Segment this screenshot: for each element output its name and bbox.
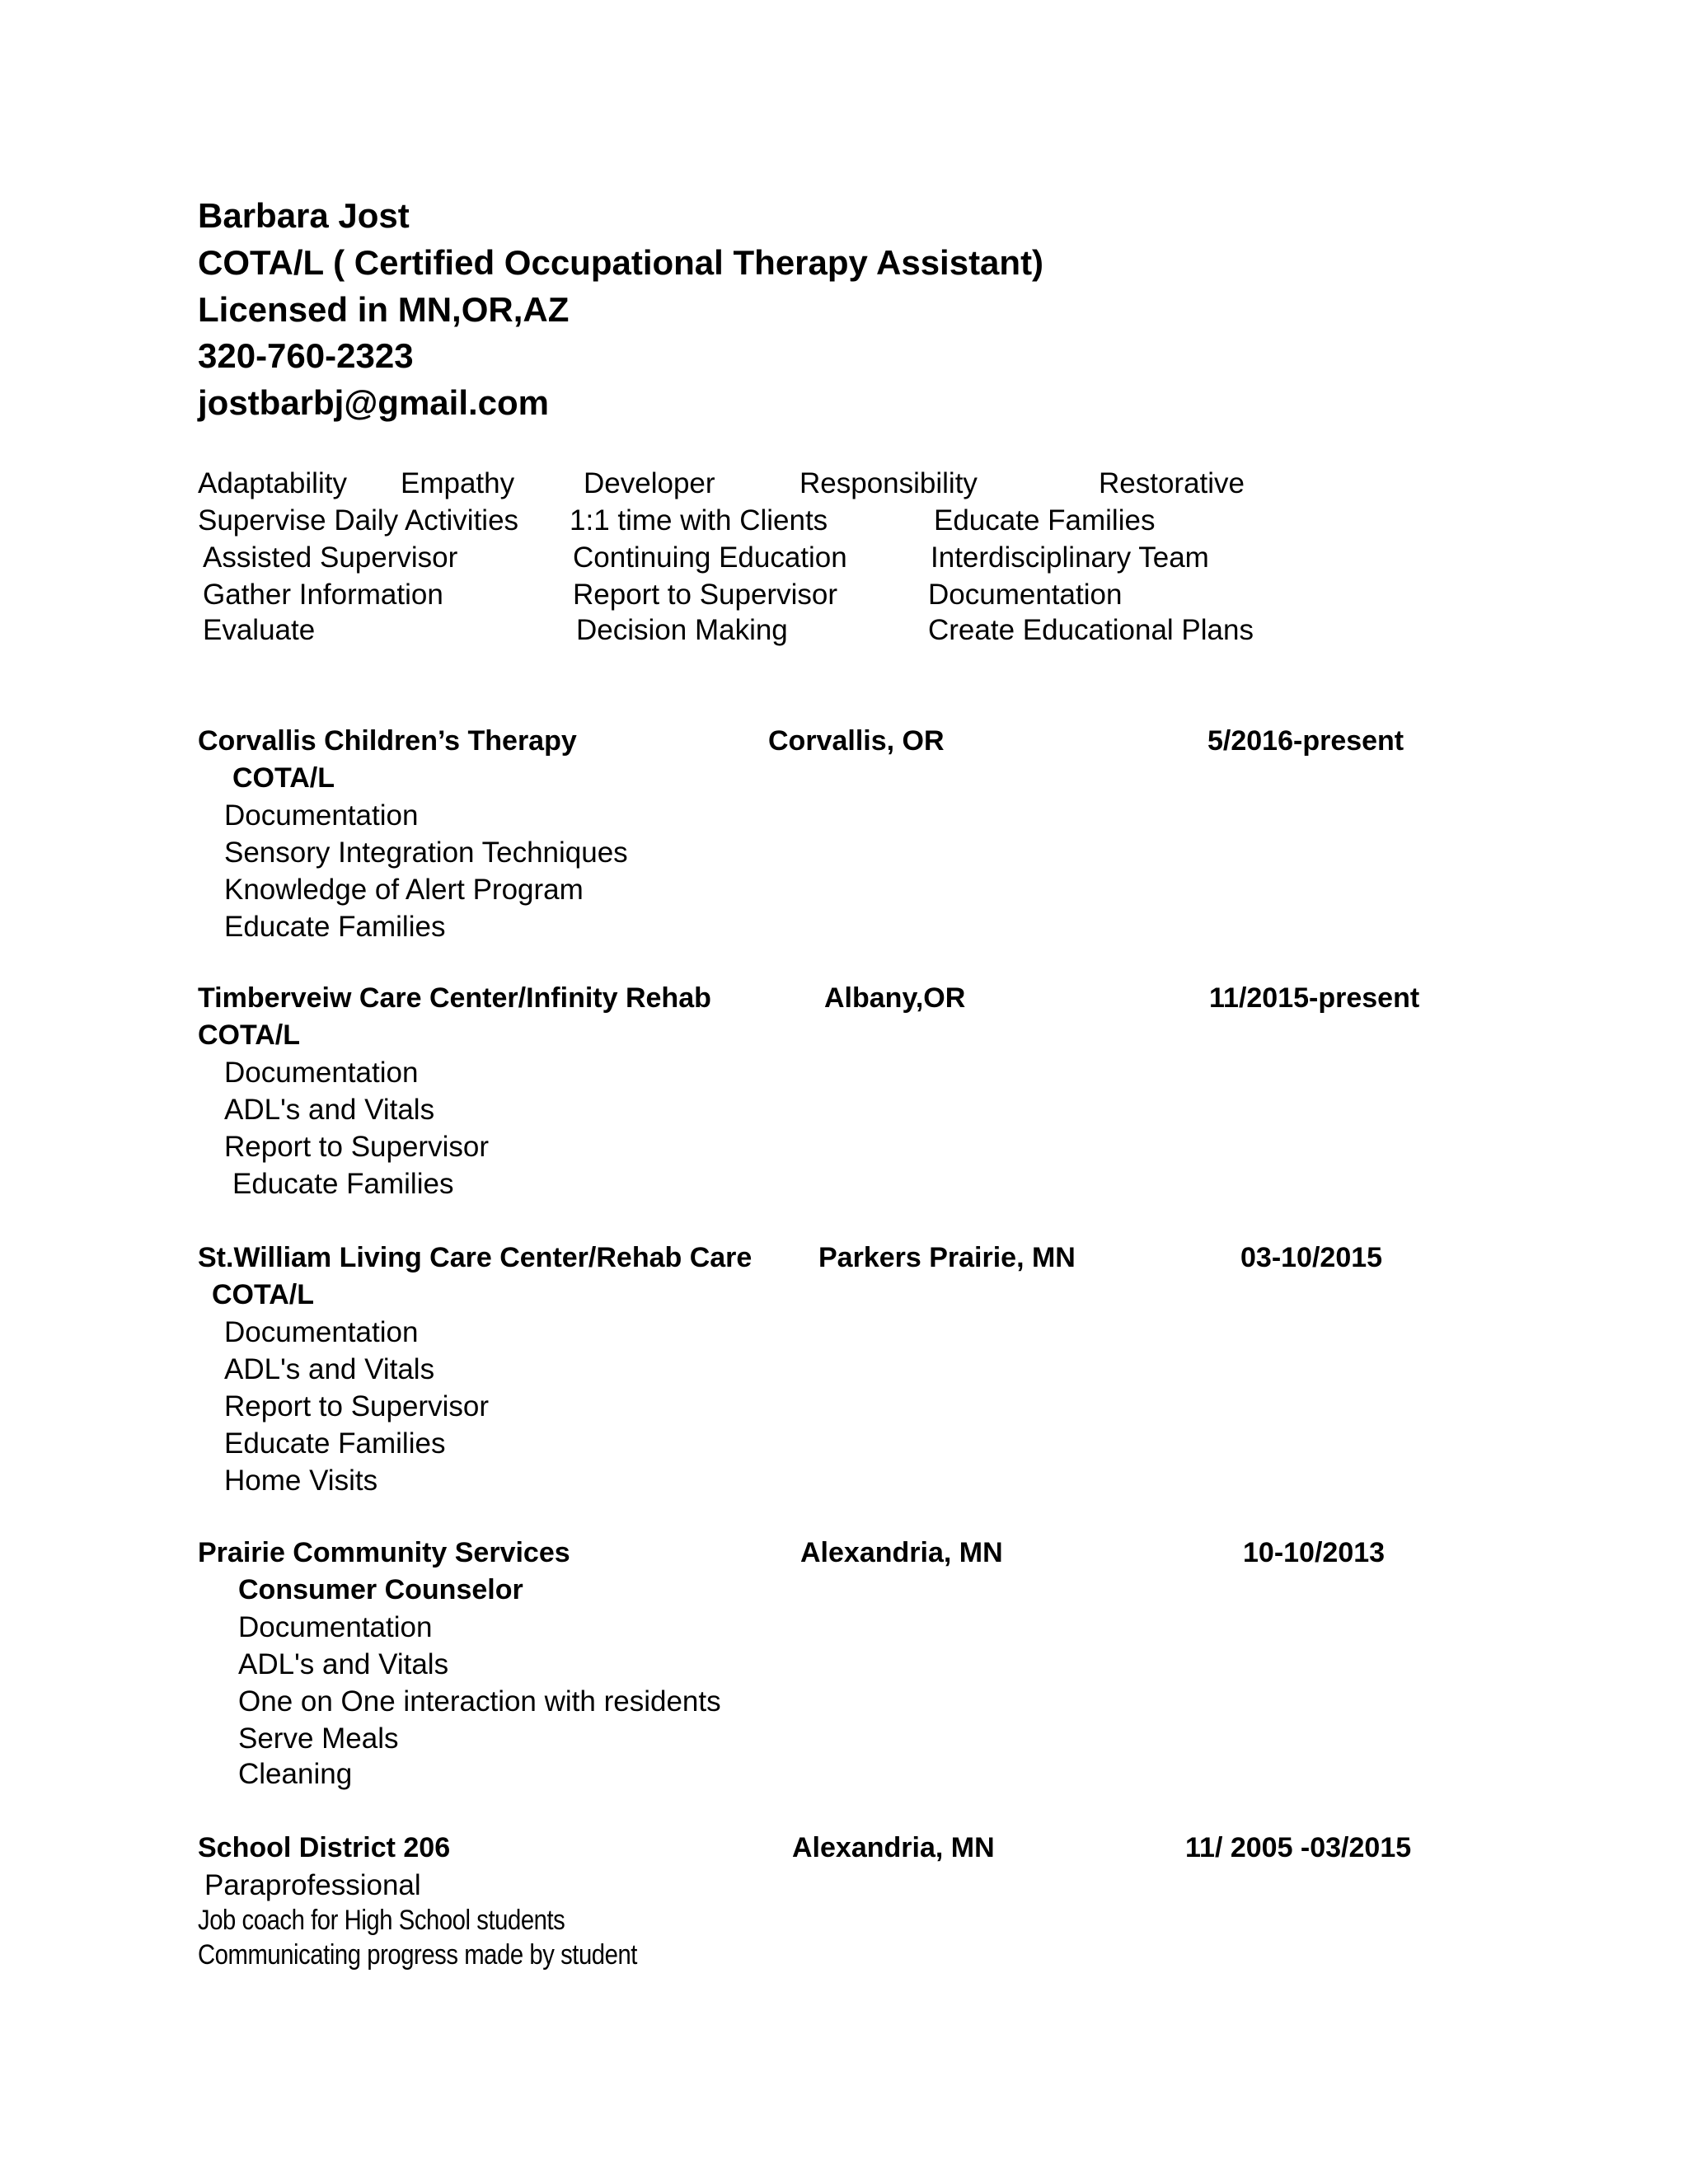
skill: Educate Families [934, 504, 1156, 537]
job-duty: Report to Supervisor [224, 1131, 489, 1163]
job-duty: Communicating progress made by student [198, 1939, 637, 1971]
skill: Report to Supervisor [573, 579, 837, 611]
employer-name: Prairie Community Services [198, 1537, 570, 1568]
employer-name: Timberveiw Care Center/Infinity Rehab [198, 982, 711, 1014]
skill: Create Educational Plans [928, 614, 1254, 646]
job-duty: Serve Meals [238, 1722, 399, 1755]
skill: Developer [584, 467, 715, 499]
skill: Documentation [928, 579, 1123, 611]
skill: Interdisciplinary Team [931, 541, 1209, 574]
job-duty: Job coach for High School students [198, 1905, 565, 1936]
employer-name: Corvallis Children’s Therapy [198, 725, 577, 757]
job-duty: Documentation [224, 1057, 419, 1089]
job-location: Alexandria, MN [792, 1832, 995, 1863]
skill: Evaluate [203, 614, 316, 646]
job-duty: Documentation [224, 1316, 419, 1348]
job-role: COTA/L [212, 1279, 315, 1310]
skill: Supervise Daily Activities [198, 504, 519, 537]
job-duty: Educate Families [232, 1168, 454, 1200]
email-address[interactable]: jostbarbj@gmail.com [198, 383, 550, 422]
job-duty: Report to Supervisor [224, 1390, 489, 1422]
job-duty: One on One interaction with residents [238, 1685, 721, 1718]
job-location: Corvallis, OR [768, 725, 945, 757]
job-duty: Cleaning [238, 1758, 353, 1790]
license-info: Licensed in MN,OR,AZ [198, 290, 570, 329]
skill: Adaptability [198, 467, 347, 499]
employer-name: School District 206 [198, 1832, 451, 1863]
job-duty: ADL's and Vitals [224, 1094, 435, 1126]
job-location: Alexandria, MN [800, 1537, 1003, 1568]
job-location: Albany,OR [824, 982, 966, 1014]
job-dates: 03-10/2015 [1240, 1242, 1383, 1273]
job-role: COTA/L [232, 762, 335, 794]
job-duty: Educate Families [224, 1427, 446, 1460]
skill: Decision Making [576, 614, 788, 646]
job-duty: ADL's and Vitals [224, 1353, 435, 1385]
skill: Continuing Education [573, 541, 847, 574]
job-title: COTA/L ( Certified Occupational Therapy Assistant) [198, 243, 1044, 282]
job-duty: Sensory Integration Techniques [224, 837, 628, 869]
job-role: Paraprofessional [204, 1869, 421, 1901]
job-dates: 5/2016-present [1207, 725, 1404, 757]
skill: Assisted Supervisor [203, 541, 458, 574]
job-role: COTA/L [198, 1019, 301, 1051]
phone-number: 320-760-2323 [198, 336, 414, 375]
job-dates: 11/ 2005 -03/2015 [1185, 1832, 1412, 1863]
job-duty: Educate Families [224, 911, 446, 943]
employer-name: St.William Living Care Center/Rehab Care [198, 1242, 753, 1273]
skill: Empathy [401, 467, 515, 499]
skill: Responsibility [799, 467, 978, 499]
job-duty: Documentation [238, 1611, 433, 1643]
job-duty: ADL's and Vitals [238, 1648, 449, 1680]
skill: 1:1 time with Clients [570, 504, 828, 537]
job-dates: 11/2015-present [1209, 982, 1420, 1014]
job-dates: 10-10/2013 [1243, 1537, 1386, 1568]
skill: Gather Information [203, 579, 443, 611]
skill: Restorative [1099, 467, 1245, 499]
job-duty: Documentation [224, 799, 419, 832]
job-duty: Knowledge of Alert Program [224, 874, 584, 906]
candidate-name: Barbara Jost [198, 196, 410, 235]
job-duty: Home Visits [224, 1465, 378, 1497]
job-role: Consumer Counselor [238, 1574, 523, 1605]
job-location: Parkers Prairie, MN [818, 1242, 1076, 1273]
